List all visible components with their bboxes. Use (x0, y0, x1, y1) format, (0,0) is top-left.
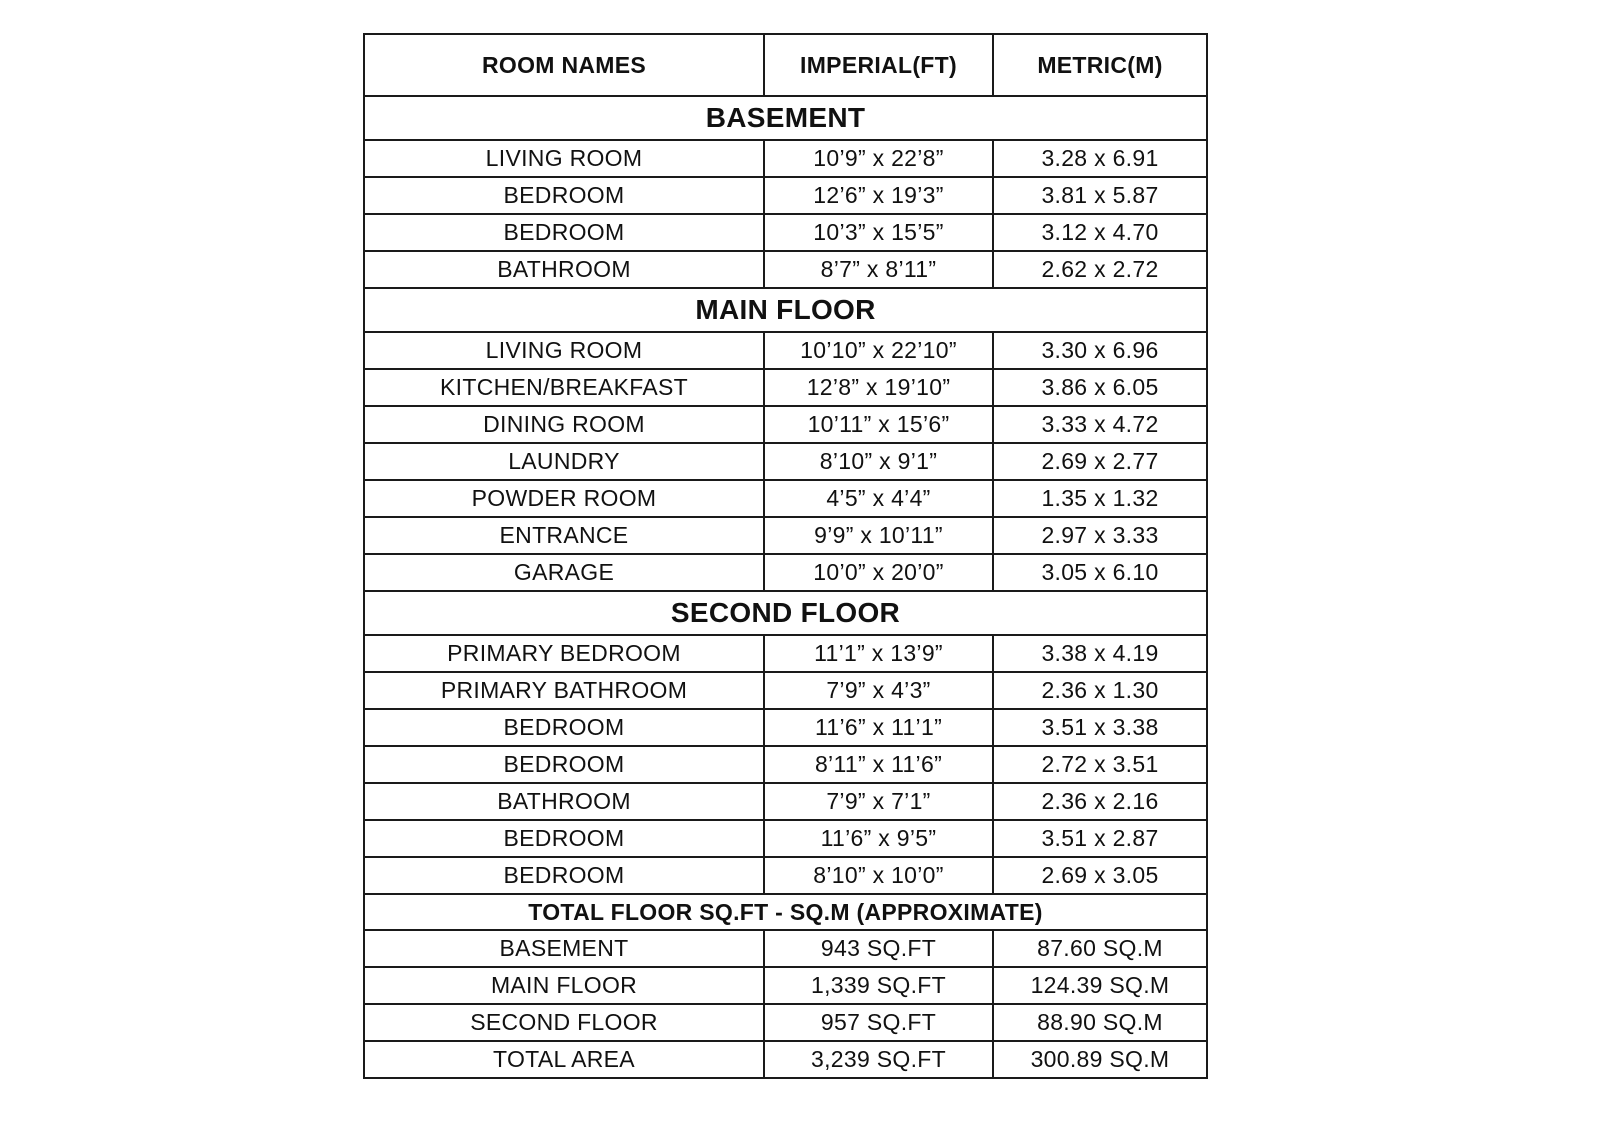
table-row (364, 177, 1207, 214)
table-row (364, 1041, 1207, 1078)
room-name-cell: PRIMARY BEDROOM (364, 635, 764, 672)
table-row (364, 443, 1207, 480)
room-name-cell: KITCHEN/BREAKFAST (364, 369, 764, 406)
room-name-cell: MAIN FLOOR (364, 967, 764, 1004)
table-row (364, 406, 1207, 443)
imperial-dimension-cell: 1,339 SQ.FT (764, 967, 993, 1004)
metric-dimension-cell: 3.38 x 4.19 (993, 635, 1207, 672)
imperial-dimension-cell: 10’11” x 15’6” (764, 406, 993, 443)
imperial-dimension-cell: 12’6” x 19’3” (764, 177, 993, 214)
table-row (364, 783, 1207, 820)
imperial-dimension-cell: 9’9” x 10’11” (764, 517, 993, 554)
metric-dimension-cell: 3.30 x 6.96 (993, 332, 1207, 369)
table-row (364, 967, 1207, 1004)
room-name-cell: BASEMENT (364, 930, 764, 967)
section-header-row (364, 591, 1207, 635)
room-name-cell: ENTRANCE (364, 517, 764, 554)
section-title: TOTAL FLOOR SQ.FT - SQ.M (APPROXIMATE) (364, 894, 1207, 930)
imperial-dimension-cell: 943 SQ.FT (764, 930, 993, 967)
metric-dimension-cell: 300.89 SQ.M (993, 1041, 1207, 1078)
section-header-row (364, 894, 1207, 930)
metric-dimension-cell: 1.35 x 1.32 (993, 480, 1207, 517)
table-row (364, 480, 1207, 517)
imperial-dimension-cell: 7’9” x 7’1” (764, 783, 993, 820)
section-title: MAIN FLOOR (364, 288, 1207, 332)
metric-dimension-cell: 3.28 x 6.91 (993, 140, 1207, 177)
table-row (364, 214, 1207, 251)
imperial-dimension-cell: 8’10” x 9’1” (764, 443, 993, 480)
section-header-row (364, 96, 1207, 140)
imperial-dimension-cell: 957 SQ.FT (764, 1004, 993, 1041)
room-name-cell: BEDROOM (364, 214, 764, 251)
section-header-row (364, 288, 1207, 332)
metric-dimension-cell: 3.81 x 5.87 (993, 177, 1207, 214)
metric-dimension-cell: 2.69 x 3.05 (993, 857, 1207, 894)
metric-dimension-cell: 3.51 x 2.87 (993, 820, 1207, 857)
imperial-dimension-cell: 11’1” x 13’9” (764, 635, 993, 672)
imperial-dimension-cell: 3,239 SQ.FT (764, 1041, 993, 1078)
column-header-imperial: IMPERIAL(FT) (764, 34, 993, 96)
table-row (364, 635, 1207, 672)
room-name-cell: BATHROOM (364, 783, 764, 820)
room-name-cell: TOTAL AREA (364, 1041, 764, 1078)
room-name-cell: BEDROOM (364, 857, 764, 894)
table-row (364, 332, 1207, 369)
column-header-row (364, 34, 1207, 96)
imperial-dimension-cell: 8’7” x 8’11” (764, 251, 993, 288)
table-row (364, 746, 1207, 783)
room-name-cell: GARAGE (364, 554, 764, 591)
metric-dimension-cell: 2.36 x 2.16 (993, 783, 1207, 820)
metric-dimension-cell: 3.86 x 6.05 (993, 369, 1207, 406)
room-name-cell: SECOND FLOOR (364, 1004, 764, 1041)
metric-dimension-cell: 87.60 SQ.M (993, 930, 1207, 967)
metric-dimension-cell: 2.69 x 2.77 (993, 443, 1207, 480)
table-body (364, 34, 1207, 1078)
table-row (364, 930, 1207, 967)
metric-dimension-cell: 2.72 x 3.51 (993, 746, 1207, 783)
table-row (364, 857, 1207, 894)
table-row (364, 251, 1207, 288)
room-name-cell: BEDROOM (364, 709, 764, 746)
imperial-dimension-cell: 10’3” x 15’5” (764, 214, 993, 251)
column-header-room-names: ROOM NAMES (364, 34, 764, 96)
column-header-metric: METRIC(M) (993, 34, 1207, 96)
metric-dimension-cell: 2.97 x 3.33 (993, 517, 1207, 554)
table-row (364, 1004, 1207, 1041)
imperial-dimension-cell: 7’9” x 4’3” (764, 672, 993, 709)
table-row (364, 554, 1207, 591)
room-name-cell: LIVING ROOM (364, 140, 764, 177)
room-name-cell: LAUNDRY (364, 443, 764, 480)
metric-dimension-cell: 3.12 x 4.70 (993, 214, 1207, 251)
room-dimensions-table (363, 33, 1208, 1079)
metric-dimension-cell: 88.90 SQ.M (993, 1004, 1207, 1041)
imperial-dimension-cell: 12’8” x 19’10” (764, 369, 993, 406)
table-row (364, 517, 1207, 554)
room-name-cell: BEDROOM (364, 177, 764, 214)
table-row (364, 369, 1207, 406)
imperial-dimension-cell: 10’0” x 20’0” (764, 554, 993, 591)
table-row (364, 709, 1207, 746)
section-title: BASEMENT (364, 96, 1207, 140)
table-row (364, 140, 1207, 177)
table-row (364, 820, 1207, 857)
room-name-cell: BEDROOM (364, 820, 764, 857)
table-row (364, 672, 1207, 709)
metric-dimension-cell: 2.36 x 1.30 (993, 672, 1207, 709)
metric-dimension-cell: 3.05 x 6.10 (993, 554, 1207, 591)
imperial-dimension-cell: 10’9” x 22’8” (764, 140, 993, 177)
imperial-dimension-cell: 8’10” x 10’0” (764, 857, 993, 894)
imperial-dimension-cell: 10’10” x 22’10” (764, 332, 993, 369)
metric-dimension-cell: 2.62 x 2.72 (993, 251, 1207, 288)
room-name-cell: POWDER ROOM (364, 480, 764, 517)
imperial-dimension-cell: 11’6” x 11’1” (764, 709, 993, 746)
imperial-dimension-cell: 4’5” x 4’4” (764, 480, 993, 517)
room-name-cell: DINING ROOM (364, 406, 764, 443)
section-title: SECOND FLOOR (364, 591, 1207, 635)
metric-dimension-cell: 3.33 x 4.72 (993, 406, 1207, 443)
imperial-dimension-cell: 11’6” x 9’5” (764, 820, 993, 857)
metric-dimension-cell: 124.39 SQ.M (993, 967, 1207, 1004)
room-name-cell: PRIMARY BATHROOM (364, 672, 764, 709)
imperial-dimension-cell: 8’11” x 11’6” (764, 746, 993, 783)
metric-dimension-cell: 3.51 x 3.38 (993, 709, 1207, 746)
room-name-cell: LIVING ROOM (364, 332, 764, 369)
room-name-cell: BATHROOM (364, 251, 764, 288)
room-name-cell: BEDROOM (364, 746, 764, 783)
